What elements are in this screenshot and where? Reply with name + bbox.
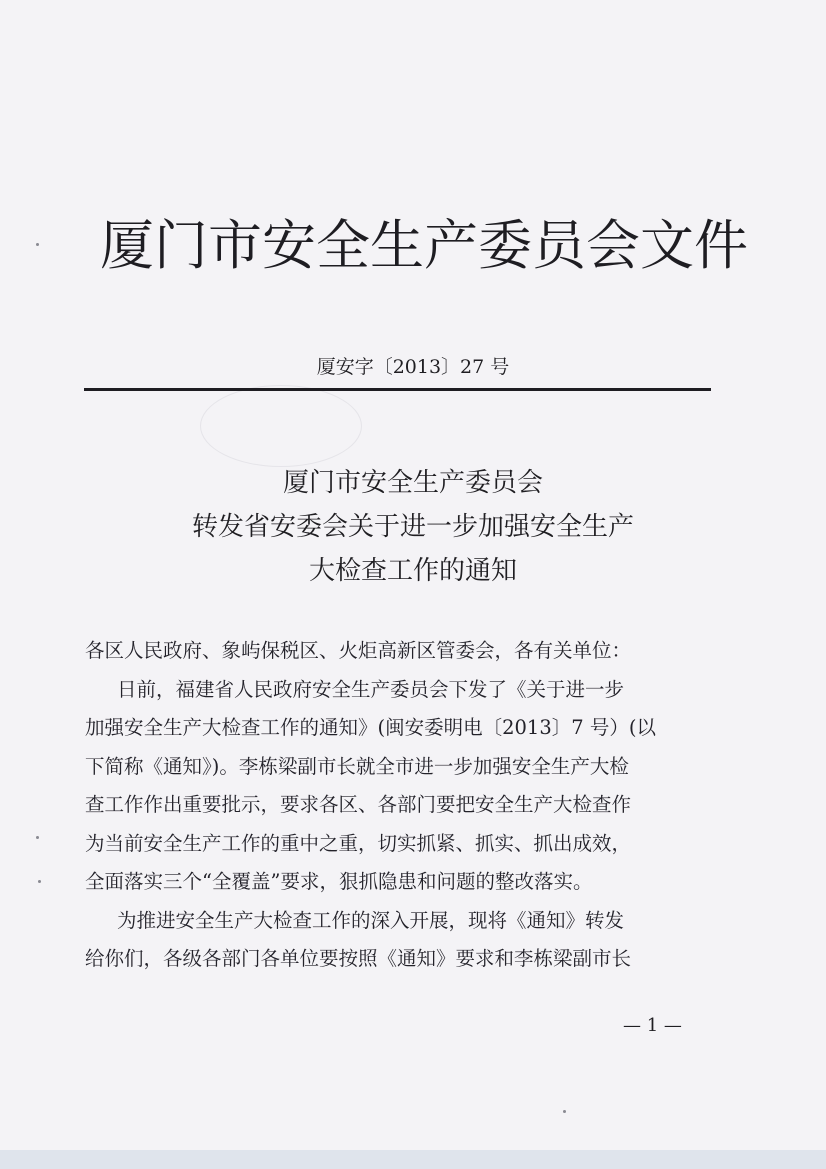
body-line: 日前，福建省人民政府安全生产委员会下发了《关于进一步 [117,677,625,701]
header-divider-line [84,388,711,391]
scan-bottom-edge [0,1150,826,1169]
subject-line: 大检查工作的通知 [308,556,517,586]
subject-line: 厦门市安全生产委员会 [282,468,543,498]
document-header-title: 厦门市安全生产委员会文件 [100,214,748,277]
page-number: — 1 — [623,1015,682,1036]
scan-speck [36,836,39,839]
document-subject [0,461,826,593]
body-line: 各区人民政府、象屿保税区、火炬高新区管委会，各有关单位： [85,639,632,662]
subject-line: 转发省安委会关于进一步加强安全生产 [191,512,634,542]
scan-speck [36,243,39,246]
scan-speck [563,1110,566,1113]
document-body [85,632,715,979]
body-line: 为推进安全生产大检查工作的深入开展，现将《通知》转发 [117,908,625,932]
document-number: 厦安字〔2013〕27 号 [316,356,510,378]
body-line: 下简称《通知》)。李栋梁副市长就全市进一步加强安全生产大检 [85,754,629,778]
body-line: 加强安全生产大检查工作的通知》(闽安委明电〔2013〕7 号）(以 [85,716,656,739]
faint-stamp-mark [200,385,362,467]
body-line: 为当前安全生产工作的重中之重，切实抓紧、抓实、抓出成效， [85,831,632,855]
scan-speck [38,880,41,883]
body-line: 给你们，各级各部门各单位要按照《通知》要求和李栋梁副市长 [85,947,632,970]
body-line: 全面落实三个“全覆盖”要求，狠抓隐患和问题的整改落实。 [85,870,593,893]
body-line: 查工作作出重要批示，要求各区、各部门要把安全生产大检查作 [85,793,632,816]
